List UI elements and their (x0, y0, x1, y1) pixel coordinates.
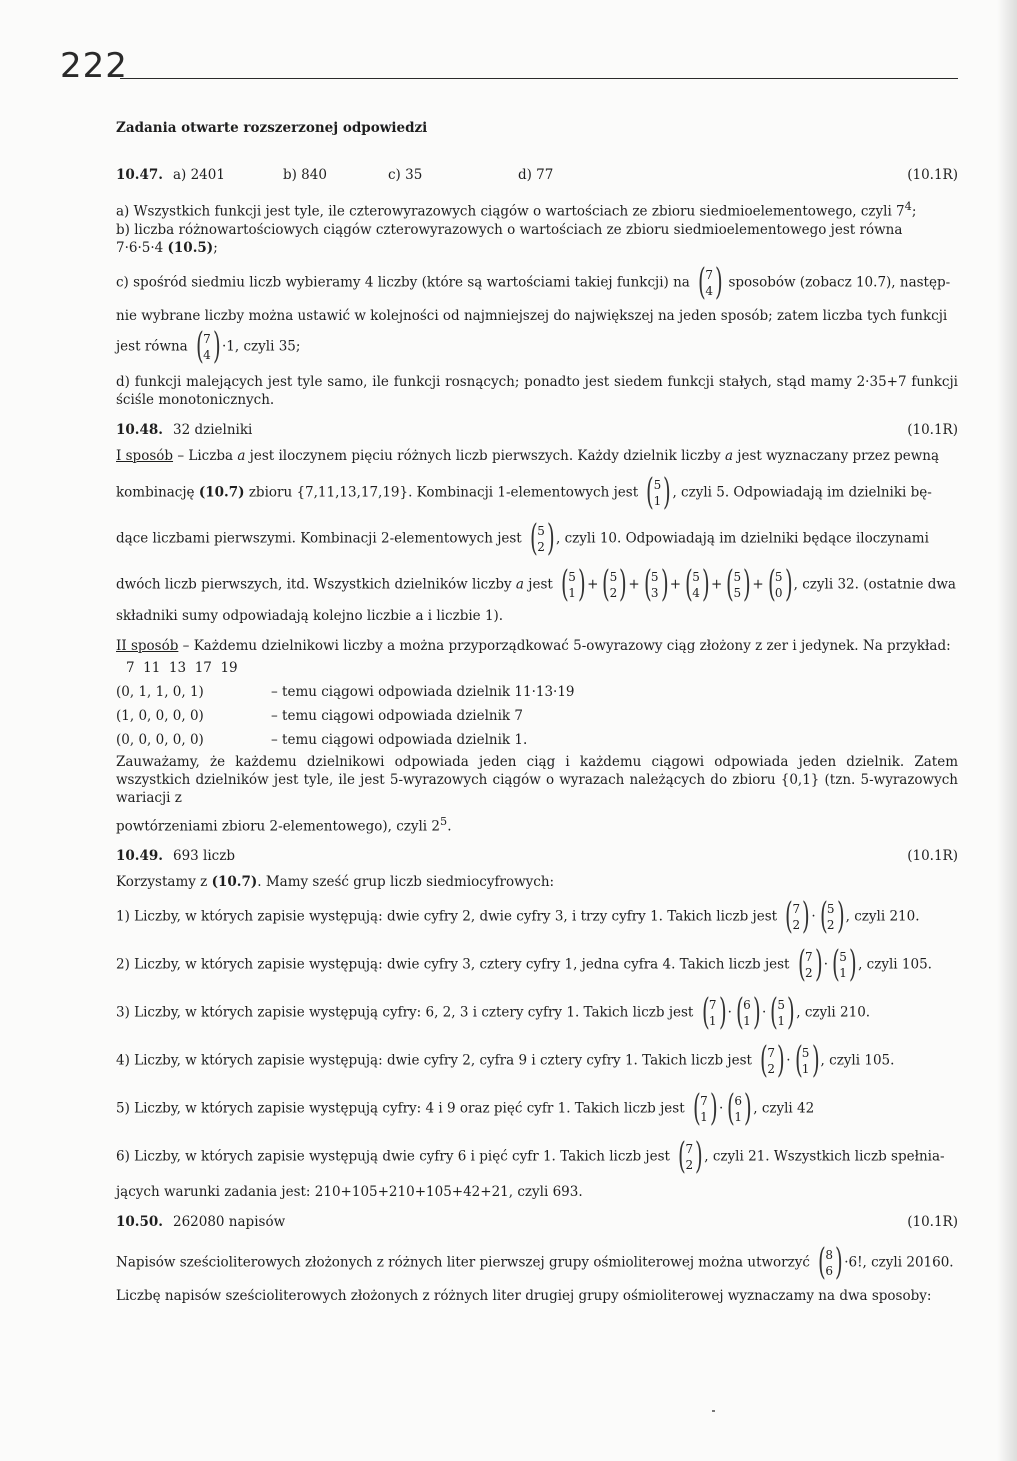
punct: ; (911, 203, 917, 220)
text: , czyli 105. (820, 1052, 895, 1069)
text: Liczbę napisów sześcioliterowych złożonych z różnych liter drugiej grupy ośmioliterowej wyznaczamy na dwa sposoby: (116, 1288, 932, 1304)
plus-sign: + (628, 576, 640, 592)
text: , czyli 210. (796, 1004, 871, 1021)
group-item-6 (116, 1136, 958, 1177)
dot: · (786, 1052, 791, 1069)
dot: · (811, 908, 816, 925)
conclusion-1 (116, 753, 958, 807)
method-label: I sposób (116, 447, 174, 464)
binomial-5-1: ( 5 1 ) (561, 563, 586, 605)
group-item-3 (116, 992, 958, 1033)
solutions-content (116, 160, 958, 1305)
text-c-end: sposobów (zobacz 10.7), następ- (728, 274, 951, 290)
text: , czyli 5. Odpowiadają im dzielniki bę- (672, 484, 932, 500)
paragraph-c (116, 261, 958, 303)
text: Napisów sześcioliterowych złożonych z różnych liter pierwszej grupy ośmioliterowej można utworzyć (116, 1254, 810, 1271)
text: , czyli 210. (845, 908, 920, 925)
text: – Liczba (173, 447, 238, 464)
binomial-5-5: ( 5 5 ) (726, 563, 752, 605)
theorem-ref: (10.7) (198, 484, 245, 500)
dot: · (727, 1004, 732, 1021)
binomial-7-2: ( 7 2 ) (678, 1136, 704, 1177)
method-label: II sposób (116, 637, 179, 654)
group-item-4 (116, 1040, 958, 1081)
answer-b: b) 840 (282, 167, 327, 183)
paragraph-c3 (116, 325, 958, 367)
group-item-5 (116, 1088, 958, 1129)
text: , czyli 42 (753, 1100, 815, 1117)
problem-header-10-47 (116, 166, 958, 184)
answer-c: c) 35 (387, 167, 423, 183)
binomial-5-4: ( 5 4 ) (685, 563, 710, 605)
binomial-5-3: ( 5 3 ) (643, 563, 669, 605)
plus-sign: + (669, 576, 682, 592)
variable: a (515, 576, 524, 592)
text: – temu ciągowi odpowiada dzielnik 11·13·19 (271, 683, 575, 700)
text-c: c) spośród siedmiu liczb wybieramy 4 liczby (które są wartościami takiej funkcji) na (116, 274, 690, 290)
sequence-row-1 (116, 683, 958, 701)
punct: . (447, 818, 452, 834)
reference-tag: (10.1R) (907, 421, 958, 438)
page-number: 222 (60, 46, 128, 86)
theorem-ref: (10.7) (211, 874, 258, 890)
plus-sign: + (752, 576, 764, 592)
binomial-6-1: ( 6 1 ) (735, 992, 761, 1033)
text: 3) Liczby, w których zapisie występują cyfry: 6, 2, 3 i cztery cyfry 1. Takich liczb jest (116, 1004, 694, 1021)
text: ·6!, czyli 20160. (844, 1254, 954, 1271)
text: Korzystamy z (116, 874, 212, 890)
binomial-7-2: ( 7 2 ) (760, 1040, 786, 1081)
text-c2: nie wybrane liczby można ustawić w kolejności od najmniejszej do największej na jeden sposób; zatem liczba tych funkcji (116, 307, 948, 324)
paragraph-a (116, 198, 958, 221)
method-1-line-3 (116, 517, 958, 559)
method-1-line-4 (116, 563, 958, 605)
sequence: (0, 0, 0, 0, 0) (116, 731, 204, 748)
binomial-7-2: ( 7 2 ) (785, 896, 811, 937)
p1050-line-1 (116, 1242, 958, 1283)
problem-number: 10.49. (116, 848, 163, 864)
binomial-5-1: ( 5 1 ) (832, 944, 857, 985)
text: jest iloczynem pięciu różnych liczb pierwszych. Każdy dzielnik liczby (245, 447, 725, 464)
text-d: d) funkcji malejących jest tyle samo, ile funkcji rosnących; ponadto jest siedem funkcji stałych, stąd mamy 2·35+7 funkcji ściśle monotonicznych. (116, 373, 958, 408)
binomial-6-1: ( 6 1 ) (727, 1088, 752, 1129)
section-title: Zadania otwarte rozszerzonej odpowiedzi (116, 120, 428, 136)
binomial-5-1: ( 5 1 ) (794, 1040, 820, 1081)
primes-row: 7 11 13 17 19 (126, 659, 238, 676)
sequence-row-3 (116, 731, 958, 749)
answer: 262080 napisów (172, 1214, 286, 1230)
text: jest (528, 576, 553, 592)
method-2-intro (116, 637, 958, 655)
dot: · (823, 956, 829, 973)
final-sum (116, 1183, 958, 1201)
dot: · (761, 1004, 767, 1021)
text: jących warunki zadania jest: 210+105+210+105+42+21, czyli 693. (116, 1184, 583, 1200)
binomial-7-1: ( 7 1 ) (701, 992, 727, 1033)
reference-tag: (10.1R) (907, 848, 958, 864)
text: jest wyznaczany przez pewną (733, 447, 940, 464)
text: – temu ciągowi odpowiada dzielnik 7 (271, 707, 523, 724)
sequence: (1, 0, 0, 0, 0) (116, 707, 204, 724)
text: , czyli 105. (858, 956, 932, 973)
scan-speck (712, 1410, 715, 1412)
variable: a (724, 447, 734, 464)
paragraph-d (116, 373, 958, 409)
text: . Mamy sześć grup liczb siedmiocyfrowych: (257, 874, 555, 890)
problem-header-10-48 (116, 421, 958, 439)
answer: 32 dzielniki (172, 421, 253, 438)
text-a: a) Wszystkich funkcji jest tyle, ile czterowyrazowych ciągów o wartościach ze zbioru siedmioelementowego, czyli 7 (116, 203, 905, 220)
answer: 693 liczb (172, 848, 235, 864)
theorem-ref: (10.5) (167, 239, 214, 256)
binomial-7-4: ( 7 4 ) (698, 261, 723, 303)
method-1-line-2 (116, 471, 958, 513)
text: Zauważamy, że każdemu dzielnikowi odpowiada jeden ciąg i każdemu ciągowi odpowiada jeden dzielnik. Zatem wszystkich dzielników jest tyle, ile jest 5-wyrazowych ciągów o wyrazach należących do zbioru {0,1} (tzn. 5-wyrazowych wariacji z (116, 753, 958, 806)
paragraph-c2 (116, 307, 958, 325)
text: dące liczbami pierwszymi. Kombinacji 2-elementowych jest (116, 530, 522, 546)
punct: ; (213, 239, 218, 256)
binomial-5-2: ( 5 2 ) (602, 563, 628, 605)
answer-d: d) 77 (517, 167, 554, 183)
plus-sign: + (711, 576, 723, 592)
text: – Każdemu dzielnikowi liczby a można przyporządkować 5-owyrazowy ciąg złożony z zer i jedynek. Na przykład: (178, 637, 951, 654)
binomial-5-2: ( 5 2 ) (819, 896, 845, 937)
binomial-8-6: ( 8 6 ) (818, 1242, 843, 1283)
group-item-1 (116, 896, 958, 937)
problem-number: 10.47. (116, 167, 163, 183)
answer-a: a) 2401 (172, 167, 225, 183)
text: 5) Liczby, w których zapisie występują cyfry: 4 i 9 oraz pięć cyfr 1. Takich liczb jest (116, 1100, 685, 1117)
binomial-5-2: ( 5 2 ) (530, 517, 555, 559)
binomial-5-1: ( 5 1 ) (770, 992, 795, 1033)
dot: · (718, 1100, 724, 1117)
intro-10-49 (116, 873, 958, 891)
group-item-2 (116, 944, 958, 985)
binomial-5-0: ( 5 0 ) (767, 563, 793, 605)
text: , czyli 32. (ostatnie dwa (793, 576, 956, 592)
paragraph-b (116, 221, 958, 257)
text: – temu ciągowi odpowiada dzielnik 1. (271, 731, 528, 748)
sequence: (0, 1, 1, 0, 1) (116, 683, 204, 700)
binomial-5-1: ( 5 1 ) (646, 471, 672, 513)
math-product: 7·6·5·4 (116, 239, 164, 256)
text: zbioru {7,11,13,17,19}. Kombinacji 1-elementowych jest (248, 484, 639, 500)
header-rule (120, 78, 958, 79)
method-1-line-1 (116, 447, 958, 465)
text: , czyli 10. Odpowiadają im dzielniki będące iloczynami (556, 530, 929, 546)
text: 1) Liczby, w których zapisie występują: dwie cyfry 2, dwie cyfry 3, i trzy cyfry 1. Takich liczb jest (116, 908, 778, 925)
conclusion-2 (116, 813, 958, 836)
text-b: b) liczba różnowartościowych ciągów czterowyrazowych o wartościach ze zbioru siedmioelementowego jest równa (116, 221, 903, 238)
plus-sign: + (587, 576, 599, 592)
text: składniki sumy odpowiadają kolejno liczbie a i liczbie 1). (116, 607, 504, 624)
reference-tag: (10.1R) (907, 1214, 958, 1230)
variable: a (237, 447, 246, 464)
binomial-7-2: ( 7 2 ) (797, 944, 823, 985)
text: kombinację (116, 484, 195, 500)
problem-number: 10.48. (116, 421, 163, 438)
text: , czyli 21. Wszystkich liczb spełnia- (704, 1148, 945, 1165)
problem-number: 10.50. (116, 1214, 163, 1230)
text-c3-end: ·1, czyli 35; (222, 338, 301, 354)
text: 4) Liczby, w których zapisie występują: dwie cyfry 2, cyfra 9 i cztery cyfry 1. Takich liczb jest (116, 1052, 752, 1069)
text: powtórzeniami zbioru 2-elementowego), czyli 2 (116, 818, 441, 834)
p1050-line-2 (116, 1287, 958, 1305)
problem-header-10-49 (116, 847, 958, 865)
sequence-row-2 (116, 707, 958, 725)
text: 6) Liczby, w których zapisie występują dwie cyfry 6 i pięć cyfr 1. Takich liczb jest (116, 1148, 670, 1165)
exponent: 4 (904, 200, 912, 213)
method-1-line-5 (116, 607, 958, 625)
reference-tag: (10.1R) (907, 167, 958, 183)
binomial-7-1: ( 7 1 ) (692, 1088, 718, 1129)
text-c3: jest równa (116, 338, 188, 354)
exponent: 5 (440, 814, 448, 828)
binomial-7-4: ( 7 4 ) (196, 325, 221, 367)
text: 2) Liczby, w których zapisie występują: dwie cyfry 3, cztery cyfry 1, jedna cyfra 4. Takich liczb jest (116, 956, 790, 973)
problem-header-10-50 (116, 1213, 958, 1231)
text: dwóch liczb pierwszych, itd. Wszystkich dzielników liczby (116, 576, 512, 592)
